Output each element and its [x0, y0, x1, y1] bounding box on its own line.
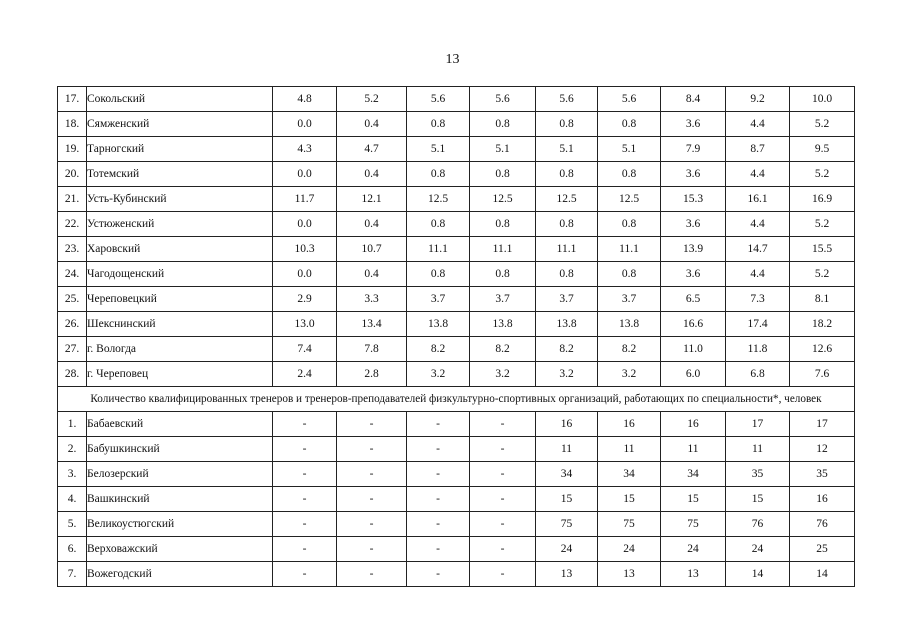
row-number: 26. — [58, 312, 87, 337]
value-cell: 5.2 — [790, 112, 855, 137]
value-cell: 35 — [726, 462, 790, 487]
value-cell: 3.2 — [407, 362, 470, 387]
value-cell: 34 — [536, 462, 598, 487]
value-cell: 3.7 — [536, 287, 598, 312]
district-name: Сокольский — [87, 87, 273, 112]
value-cell: 16 — [598, 412, 661, 437]
value-cell: - — [337, 487, 407, 512]
value-cell: 0.4 — [337, 262, 407, 287]
value-cell: 3.6 — [661, 112, 726, 137]
table-row — [58, 512, 855, 537]
data-table — [57, 86, 855, 587]
value-cell: 15 — [726, 487, 790, 512]
value-cell: - — [407, 437, 470, 462]
value-cell: 7.6 — [790, 362, 855, 387]
value-cell: 8.7 — [726, 137, 790, 162]
value-cell: - — [470, 562, 536, 587]
value-cell: 5.2 — [790, 162, 855, 187]
district-name: Вожегодский — [87, 562, 273, 587]
value-cell: 5.1 — [470, 137, 536, 162]
value-cell: 0.8 — [536, 112, 598, 137]
value-cell: 5.1 — [536, 137, 598, 162]
value-cell: - — [273, 562, 337, 587]
value-cell: 11.1 — [536, 237, 598, 262]
district-name: Тотемский — [87, 162, 273, 187]
value-cell: 14 — [726, 562, 790, 587]
row-number: 25. — [58, 287, 87, 312]
value-cell: 15 — [536, 487, 598, 512]
value-cell: 2.4 — [273, 362, 337, 387]
value-cell: 0.8 — [470, 112, 536, 137]
value-cell: - — [337, 512, 407, 537]
row-number: 28. — [58, 362, 87, 387]
value-cell: 5.2 — [337, 87, 407, 112]
row-number: 22. — [58, 212, 87, 237]
value-cell: 6.8 — [726, 362, 790, 387]
table-row — [58, 162, 855, 187]
value-cell: 17 — [790, 412, 855, 437]
value-cell: 13.8 — [598, 312, 661, 337]
value-cell: 6.5 — [661, 287, 726, 312]
value-cell: 75 — [536, 512, 598, 537]
row-number: 19. — [58, 137, 87, 162]
value-cell: - — [337, 562, 407, 587]
value-cell: 24 — [536, 537, 598, 562]
value-cell: 4.4 — [726, 162, 790, 187]
table-row — [58, 187, 855, 212]
value-cell: 0.0 — [273, 212, 337, 237]
value-cell: 2.9 — [273, 287, 337, 312]
row-number: 6. — [58, 537, 87, 562]
value-cell: 10.3 — [273, 237, 337, 262]
value-cell: 13.9 — [661, 237, 726, 262]
value-cell: - — [470, 487, 536, 512]
value-cell: 24 — [726, 537, 790, 562]
row-number: 3. — [58, 462, 87, 487]
value-cell: 4.3 — [273, 137, 337, 162]
value-cell: - — [470, 537, 536, 562]
value-cell: - — [273, 487, 337, 512]
value-cell: 11.7 — [273, 187, 337, 212]
value-cell: - — [273, 437, 337, 462]
value-cell: 17 — [726, 412, 790, 437]
value-cell: 4.4 — [726, 262, 790, 287]
row-number: 17. — [58, 87, 87, 112]
table-row — [58, 262, 855, 287]
table-row — [58, 337, 855, 362]
value-cell: 11.8 — [726, 337, 790, 362]
value-cell: 16 — [661, 412, 726, 437]
value-cell: 11 — [726, 437, 790, 462]
value-cell: 0.0 — [273, 112, 337, 137]
value-cell: - — [470, 412, 536, 437]
value-cell: - — [273, 462, 337, 487]
value-cell: 14 — [790, 562, 855, 587]
value-cell: 5.2 — [790, 262, 855, 287]
district-name: Усть-Кубинский — [87, 187, 273, 212]
value-cell: - — [407, 537, 470, 562]
table-row — [58, 87, 855, 112]
table-row — [58, 537, 855, 562]
value-cell: 0.8 — [407, 212, 470, 237]
value-cell: - — [407, 412, 470, 437]
district-name: Белозерский — [87, 462, 273, 487]
value-cell: 12.1 — [337, 187, 407, 212]
value-cell: 11.1 — [598, 237, 661, 262]
value-cell: 15 — [661, 487, 726, 512]
district-name: Бабаевский — [87, 412, 273, 437]
value-cell: 4.4 — [726, 212, 790, 237]
district-name: Череповецкий — [87, 287, 273, 312]
table-row — [58, 112, 855, 137]
table-row — [58, 462, 855, 487]
value-cell: 25 — [790, 537, 855, 562]
table-row — [58, 237, 855, 262]
value-cell: 9.2 — [726, 87, 790, 112]
value-cell: 5.6 — [598, 87, 661, 112]
value-cell: 8.2 — [470, 337, 536, 362]
section-b-header — [58, 387, 855, 412]
value-cell: 16 — [790, 487, 855, 512]
value-cell: 24 — [661, 537, 726, 562]
value-cell: 0.8 — [536, 162, 598, 187]
district-name: Бабушкинский — [87, 437, 273, 462]
value-cell: - — [337, 537, 407, 562]
value-cell: 4.4 — [726, 112, 790, 137]
value-cell: 3.7 — [407, 287, 470, 312]
value-cell: 8.1 — [790, 287, 855, 312]
value-cell: 8.2 — [536, 337, 598, 362]
value-cell: 6.0 — [661, 362, 726, 387]
value-cell: 8.2 — [407, 337, 470, 362]
section-title-row — [58, 387, 855, 412]
district-name: Верховажский — [87, 537, 273, 562]
value-cell: 5.1 — [407, 137, 470, 162]
value-cell: 7.8 — [337, 337, 407, 362]
district-name: Устюженский — [87, 212, 273, 237]
value-cell: 5.1 — [598, 137, 661, 162]
value-cell: 0.8 — [598, 212, 661, 237]
value-cell: 75 — [598, 512, 661, 537]
value-cell: 0.4 — [337, 162, 407, 187]
value-cell: 3.3 — [337, 287, 407, 312]
value-cell: 18.2 — [790, 312, 855, 337]
value-cell: 5.6 — [470, 87, 536, 112]
value-cell: 0.0 — [273, 162, 337, 187]
value-cell: 12.6 — [790, 337, 855, 362]
value-cell: 2.8 — [337, 362, 407, 387]
table-row — [58, 487, 855, 512]
value-cell: 12.5 — [470, 187, 536, 212]
table-row — [58, 412, 855, 437]
value-cell: 12.5 — [598, 187, 661, 212]
value-cell: - — [407, 512, 470, 537]
value-cell: 0.8 — [470, 162, 536, 187]
value-cell: 10.0 — [790, 87, 855, 112]
value-cell: 10.7 — [337, 237, 407, 262]
value-cell: 13.8 — [536, 312, 598, 337]
row-number: 1. — [58, 412, 87, 437]
value-cell: 3.6 — [661, 262, 726, 287]
value-cell: 11.1 — [407, 237, 470, 262]
value-cell: 7.3 — [726, 287, 790, 312]
value-cell: 76 — [790, 512, 855, 537]
value-cell: 12.5 — [536, 187, 598, 212]
value-cell: - — [337, 412, 407, 437]
district-name: Вашкинский — [87, 487, 273, 512]
value-cell: 35 — [790, 462, 855, 487]
district-name: Тарногский — [87, 137, 273, 162]
value-cell: - — [273, 537, 337, 562]
value-cell: 13 — [536, 562, 598, 587]
district-name: г. Вологда — [87, 337, 273, 362]
value-cell: 11.1 — [470, 237, 536, 262]
value-cell: 8.4 — [661, 87, 726, 112]
value-cell: 4.8 — [273, 87, 337, 112]
value-cell: 0.4 — [337, 112, 407, 137]
value-cell: 11 — [661, 437, 726, 462]
value-cell: 12.5 — [407, 187, 470, 212]
value-cell: 14.7 — [726, 237, 790, 262]
value-cell: 12 — [790, 437, 855, 462]
value-cell: 0.8 — [598, 262, 661, 287]
value-cell: - — [407, 487, 470, 512]
value-cell: 0.8 — [598, 112, 661, 137]
row-number: 4. — [58, 487, 87, 512]
section-b-body — [58, 412, 855, 587]
value-cell: 0.8 — [536, 262, 598, 287]
value-cell: 34 — [598, 462, 661, 487]
row-number: 5. — [58, 512, 87, 537]
value-cell: 0.8 — [407, 262, 470, 287]
value-cell: 3.6 — [661, 212, 726, 237]
value-cell: 7.4 — [273, 337, 337, 362]
value-cell: 3.2 — [536, 362, 598, 387]
table-row — [58, 437, 855, 462]
value-cell: 0.4 — [337, 212, 407, 237]
value-cell: 0.8 — [470, 212, 536, 237]
row-number: 2. — [58, 437, 87, 462]
value-cell: - — [273, 412, 337, 437]
value-cell: - — [470, 437, 536, 462]
district-name: Чагодощенский — [87, 262, 273, 287]
value-cell: 17.4 — [726, 312, 790, 337]
table-row — [58, 312, 855, 337]
value-cell: 0.8 — [470, 262, 536, 287]
value-cell: 3.6 — [661, 162, 726, 187]
table-row — [58, 137, 855, 162]
value-cell: 11 — [536, 437, 598, 462]
district-name: г. Череповец — [87, 362, 273, 387]
value-cell: 3.7 — [470, 287, 536, 312]
value-cell: 0.8 — [536, 212, 598, 237]
value-cell: 16 — [536, 412, 598, 437]
value-cell: - — [470, 512, 536, 537]
value-cell: 15 — [598, 487, 661, 512]
district-name: Шекснинский — [87, 312, 273, 337]
row-number: 23. — [58, 237, 87, 262]
value-cell: 13.4 — [337, 312, 407, 337]
row-number: 27. — [58, 337, 87, 362]
value-cell: - — [337, 462, 407, 487]
value-cell: 3.7 — [598, 287, 661, 312]
value-cell: 7.9 — [661, 137, 726, 162]
value-cell: 0.0 — [273, 262, 337, 287]
row-number: 21. — [58, 187, 87, 212]
row-number: 18. — [58, 112, 87, 137]
row-number: 7. — [58, 562, 87, 587]
value-cell: 0.8 — [407, 112, 470, 137]
value-cell: 15.3 — [661, 187, 726, 212]
value-cell: 8.2 — [598, 337, 661, 362]
value-cell: - — [273, 512, 337, 537]
row-number: 24. — [58, 262, 87, 287]
value-cell: 16.9 — [790, 187, 855, 212]
value-cell: 3.2 — [470, 362, 536, 387]
value-cell: 5.6 — [536, 87, 598, 112]
value-cell: 13.8 — [470, 312, 536, 337]
value-cell: 13.0 — [273, 312, 337, 337]
district-name: Сямженский — [87, 112, 273, 137]
value-cell: 16.1 — [726, 187, 790, 212]
value-cell: 75 — [661, 512, 726, 537]
value-cell: 24 — [598, 537, 661, 562]
value-cell: - — [470, 462, 536, 487]
value-cell: 76 — [726, 512, 790, 537]
value-cell: 13 — [661, 562, 726, 587]
section-a-body — [58, 87, 855, 387]
value-cell: - — [407, 462, 470, 487]
value-cell: 0.8 — [598, 162, 661, 187]
table-row — [58, 212, 855, 237]
value-cell: 3.2 — [598, 362, 661, 387]
value-cell: 34 — [661, 462, 726, 487]
row-number: 20. — [58, 162, 87, 187]
value-cell: - — [337, 437, 407, 462]
value-cell: 0.8 — [407, 162, 470, 187]
district-name: Харовский — [87, 237, 273, 262]
value-cell: 11 — [598, 437, 661, 462]
value-cell: 4.7 — [337, 137, 407, 162]
district-name: Великоустюгский — [87, 512, 273, 537]
value-cell: 11.0 — [661, 337, 726, 362]
section-title: Количество квалифицированных тренеров и тренеров-преподавателей физкультурно-спортивных организаций, работающих по специальности*, человек — [58, 387, 855, 412]
table-row — [58, 287, 855, 312]
table-row — [58, 562, 855, 587]
value-cell: - — [407, 562, 470, 587]
value-cell: 13 — [598, 562, 661, 587]
table-row — [58, 362, 855, 387]
page-number: 13 — [445, 52, 460, 67]
value-cell: 5.2 — [790, 212, 855, 237]
value-cell: 13.8 — [407, 312, 470, 337]
value-cell: 5.6 — [407, 87, 470, 112]
value-cell: 15.5 — [790, 237, 855, 262]
value-cell: 16.6 — [661, 312, 726, 337]
value-cell: 9.5 — [790, 137, 855, 162]
